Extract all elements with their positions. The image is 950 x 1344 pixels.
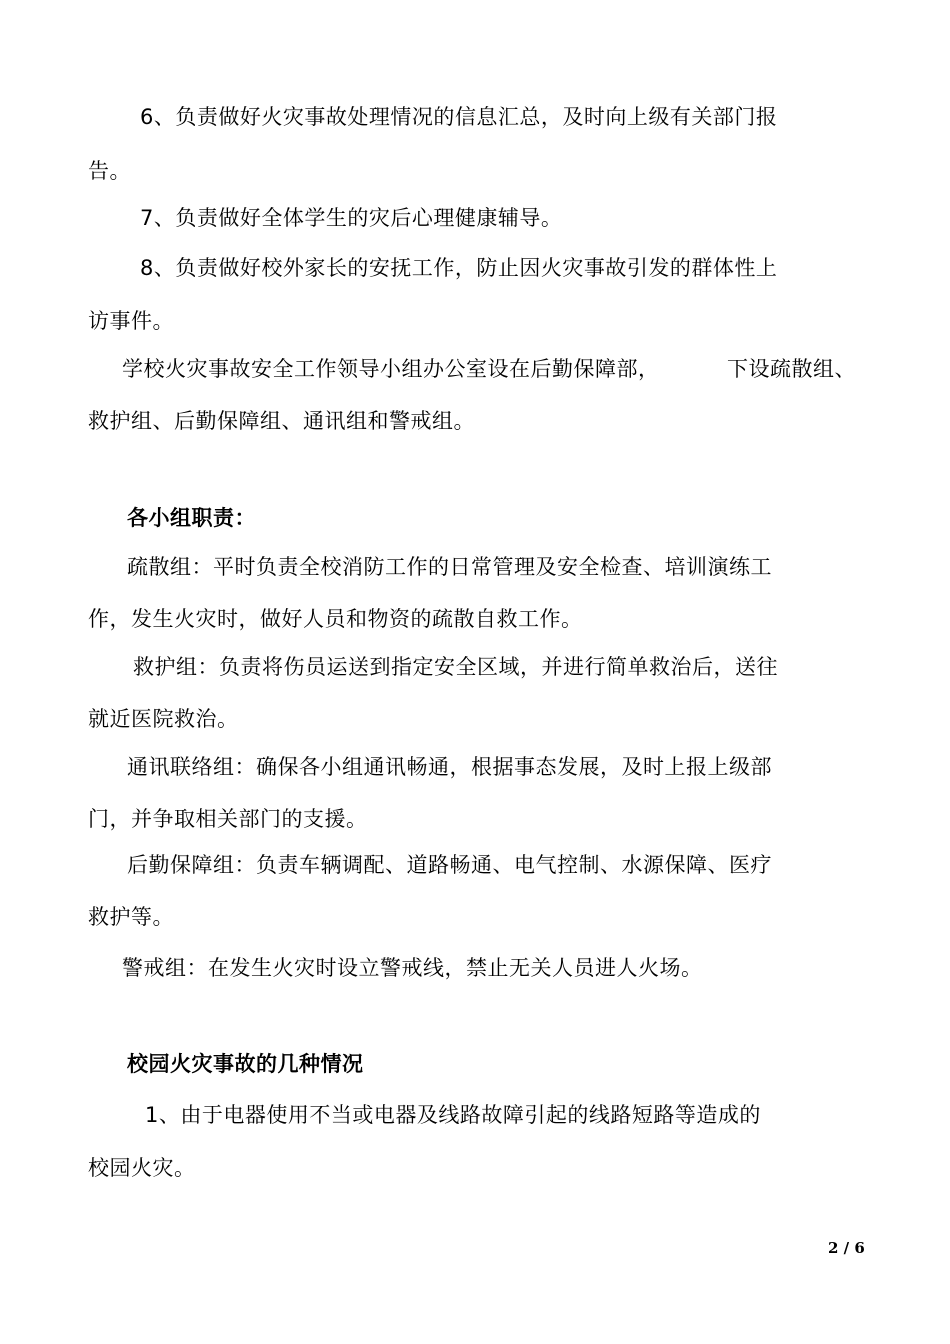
office-paragraph-line-1-continued: 下设疏散组、 bbox=[727, 357, 856, 381]
situations-heading: 校园火灾事故的几种情况 bbox=[127, 1052, 364, 1076]
groups-heading: 各小组职责： bbox=[127, 506, 256, 530]
situation-1-line-1: 1、由于电器使用不当或电器及线路故障引起的线路短路等造成的 bbox=[145, 1103, 761, 1127]
security-group-line-1: 警戒组：在发生火灾时设立警戒线，禁止无关人员进人火场。 bbox=[122, 956, 703, 980]
evacuation-group-line-2: 作，发生火灾时，做好人员和物资的疏散自救工作。 bbox=[88, 607, 583, 631]
office-paragraph-line-1: 学校火灾事故安全工作领导小组办公室设在后勤保障部， bbox=[122, 357, 660, 381]
item-7-line-1: 7、负责做好全体学生的灾后心理健康辅导。 bbox=[140, 206, 563, 230]
logistics-group-line-2: 救护等。 bbox=[88, 905, 174, 929]
evacuation-group-line-1: 疏散组：平时负责全校消防工作的日常管理及安全检查、培训演练工 bbox=[127, 555, 772, 579]
item-8-line-1: 8、负责做好校外家长的安抚工作，防止因火灾事故引发的群体性上 bbox=[140, 256, 778, 280]
item-6-line-2: 告。 bbox=[88, 159, 131, 183]
rescue-group-line-2: 就近医院救治。 bbox=[88, 707, 239, 731]
page-number: 2 / 6 bbox=[828, 1239, 865, 1257]
communication-group-line-1: 通讯联络组：确保各小组通讯畅通，根据事态发展，及时上报上级部 bbox=[127, 755, 772, 779]
logistics-group-line-1: 后勤保障组：负责车辆调配、道路畅通、电气控制、水源保障、医疗 bbox=[127, 853, 772, 877]
situation-1-line-2: 校园火灾。 bbox=[88, 1156, 196, 1180]
office-paragraph-line-2: 救护组、后勤保障组、通讯组和警戒组。 bbox=[88, 409, 475, 433]
item-6-line-1: 6、负责做好火灾事故处理情况的信息汇总，及时向上级有关部门报 bbox=[140, 105, 778, 129]
communication-group-line-2: 门，并争取相关部门的支援。 bbox=[88, 807, 368, 831]
item-8-line-2: 访事件。 bbox=[88, 309, 174, 333]
rescue-group-line-1: 救护组：负责将伤员运送到指定安全区域，并进行简单救治后，送往 bbox=[133, 655, 778, 679]
